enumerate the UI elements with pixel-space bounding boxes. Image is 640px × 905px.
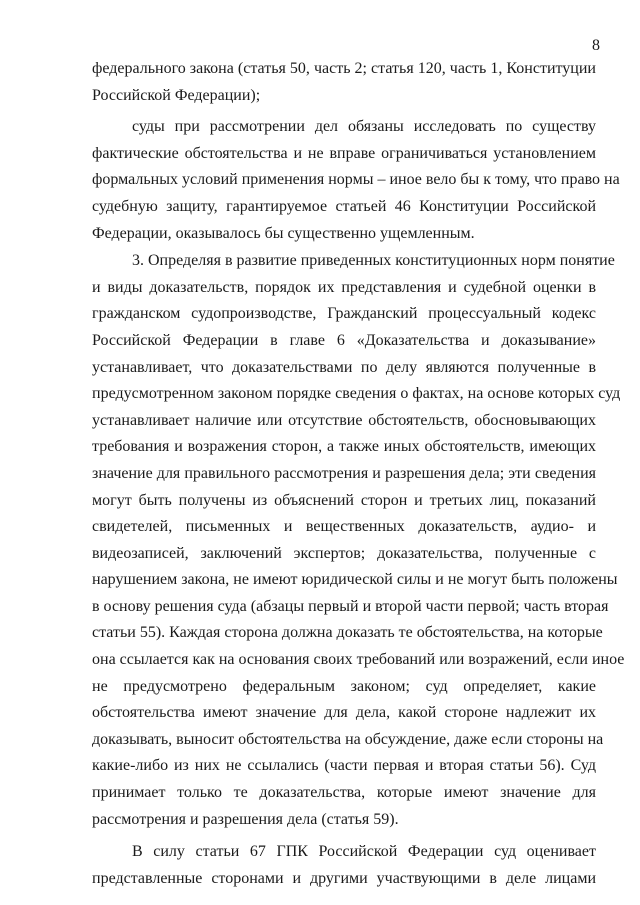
- text-line: Российской Федерации);: [92, 86, 261, 104]
- text-line: не предусмотрено федеральным законом; суд определяет, какие: [92, 677, 596, 695]
- text-line: видеозаписей, заключений экспертов; доказательства, полученные с: [92, 544, 596, 562]
- text-line: суды при рассмотрении дел обязаны исследовать по существу: [132, 118, 596, 136]
- text-line: свидетелей, письменных и вещественных доказательств, аудио- и: [92, 518, 596, 536]
- text-line: Федерации, оказывалось бы существенно ущемленным.: [92, 224, 475, 242]
- text-line: устанавливает наличие или отсутствие обстоятельств, обосновывающих: [92, 411, 596, 429]
- paragraph-2: [92, 114, 620, 247]
- paragraph-4: [92, 839, 596, 892]
- text-line: формальных условий применения нормы – иное вело бы к тому, что право на: [92, 171, 620, 189]
- page-number: 8: [592, 37, 600, 54]
- text-line: рассмотрения и разрешения дела (статья 59).: [92, 810, 399, 828]
- text-line: предусмотренном законом порядке сведения о фактах, на основе которых суд: [92, 385, 621, 403]
- text-line: обстоятельства имеют значение для дела, какой стороне надлежит их: [92, 704, 596, 722]
- text-line: федерального закона (статья 50, часть 2; статья 120, часть 1, Конституции: [92, 60, 596, 77]
- text-line: гражданском судопроизводстве, Гражданский процессуальный кодекс: [92, 305, 596, 323]
- text-line: 3. Определяя в развитие приведенных конституционных норм понятие: [132, 252, 615, 270]
- text-line: представленные сторонами и другими участвующими в деле лицами: [92, 869, 596, 887]
- paragraph-3: [92, 248, 625, 833]
- text-line: В силу статьи 67 ГПК Российской Федерации суд оценивает: [132, 843, 596, 861]
- text-line: статьи 55). Каждая сторона должна доказать те обстоятельства, на которые: [92, 624, 603, 642]
- text-line: какие-либо из них не ссылались (части первая и вторая статьи 56). Суд: [92, 757, 596, 775]
- text-line: принимает только те доказательства, которые имеют значение для: [92, 784, 596, 802]
- text-line: нарушением закона, не имеют юридической силы и не могут быть положены: [92, 571, 618, 589]
- text-line: устанавливает, что доказательствами по делу являются полученные в: [92, 358, 596, 376]
- text-line: доказывать, выносит обстоятельства на обсуждение, даже если стороны на: [92, 730, 604, 748]
- text-line: могут быть получены из объяснений сторон и третьих лиц, показаний: [92, 491, 596, 509]
- document-body: [92, 56, 625, 892]
- text-line: судебную защиту, гарантируемое статьей 46 Конституции Российской: [92, 197, 596, 215]
- text-line: и виды доказательств, порядок их представления и судебной оценки в: [92, 278, 596, 296]
- paragraph-1: [92, 56, 596, 109]
- text-line: она ссылается как на основания своих требований или возражений, если иное: [92, 651, 625, 669]
- text-line: Российской Федерации в главе 6 «Доказательства и доказывание»: [92, 331, 596, 349]
- text-line: значение для правильного рассмотрения и разрешения дела; эти сведения: [92, 464, 596, 482]
- text-line: в основу решения суда (абзацы первый и второй части первой; часть вторая: [92, 597, 609, 615]
- text-line: фактические обстоятельства и не вправе ограничиваться установлением: [92, 144, 596, 162]
- text-line: требования и возражения сторон, а также иных обстоятельств, имеющих: [92, 438, 596, 456]
